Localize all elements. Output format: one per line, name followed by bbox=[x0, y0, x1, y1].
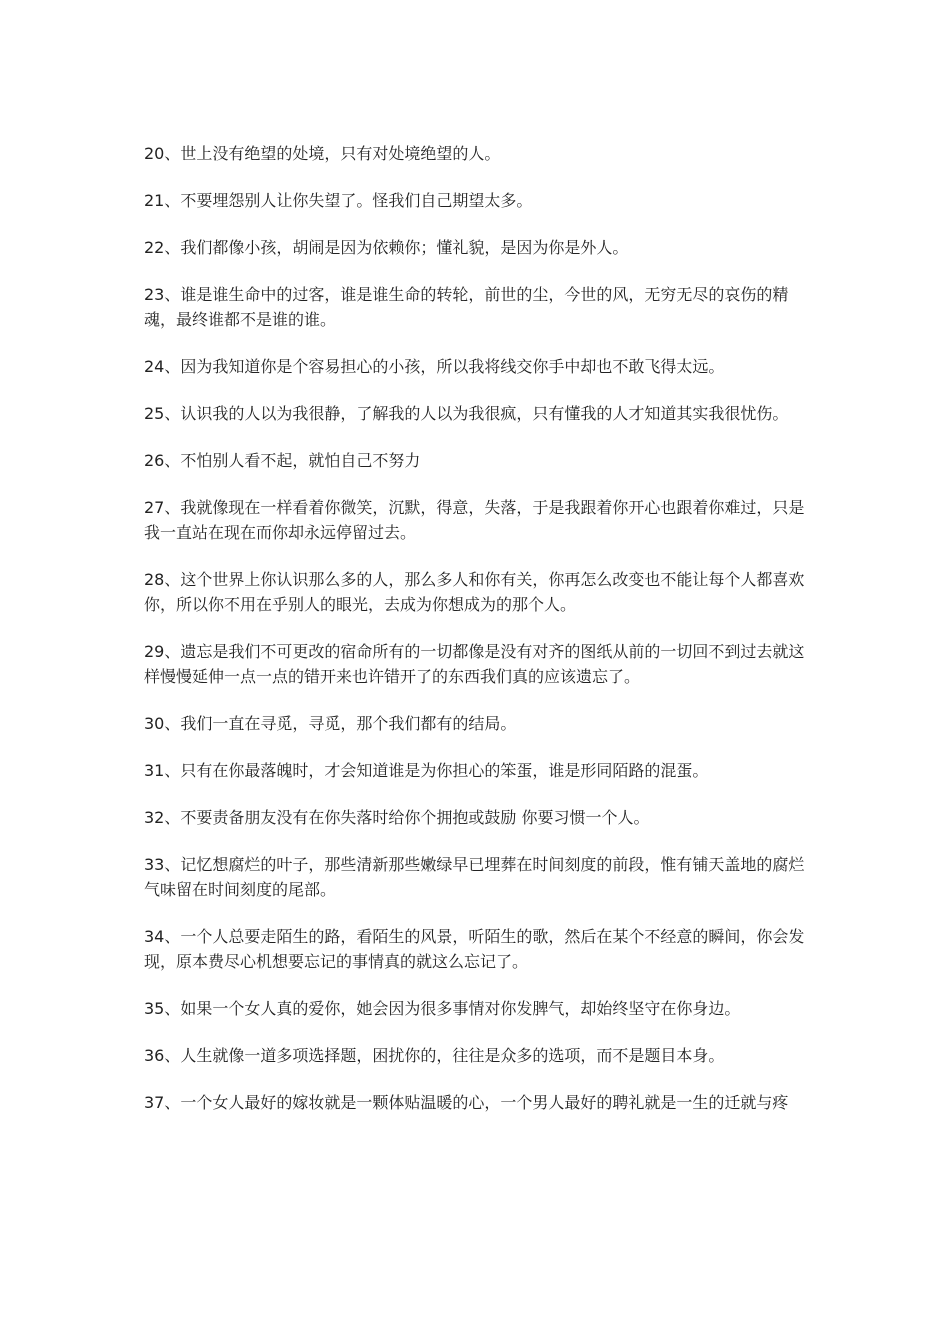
paragraph-20: 20、世上没有绝望的处境，只有对处境绝望的人。 bbox=[144, 144, 501, 163]
paragraph-24: 24、因为我知道你是个容易担心的小孩，所以我将线交你手中却也不敢飞得太远。 bbox=[144, 357, 725, 376]
paragraph-25: 25、认识我的人以为我很静，了解我的人以为我很疯，只有懂我的人才知道其实我很忧伤。 bbox=[144, 404, 789, 423]
paragraph-21: 21、不要埋怨别人让你失望了。怪我们自己期望太多。 bbox=[144, 191, 533, 210]
paragraph-34: 34、一个人总要走陌生的路，看陌生的风景，听陌生的歌，然后在某个不经意的瞬间，你会发现，原本费尽心机想要忘记的事情真的就这么忘记了。 bbox=[144, 927, 805, 971]
paragraph-33: 33、记忆想腐烂的叶子，那些清新那些嫩绿早已埋葬在时间刻度的前段，惟有铺天盖地的腐烂气味留在时间刻度的尾部。 bbox=[144, 855, 805, 899]
document-body bbox=[144, 141, 810, 1137]
paragraph-36: 36、人生就像一道多项选择题，困扰你的，往往是众多的选项，而不是题目本身。 bbox=[144, 1046, 725, 1065]
paragraph-28: 28、这个世界上你认识那么多的人，那么多人和你有关，你再怎么改变也不能让每个人都喜欢你，所以你不用在乎别人的眼光，去成为你想成为的那个人。 bbox=[144, 570, 805, 614]
paragraph-31: 31、只有在你最落魄时，才会知道谁是为你担心的笨蛋，谁是形同陌路的混蛋。 bbox=[144, 761, 709, 780]
paragraph-32: 32、不要责备朋友没有在你失落时给你个拥抱或鼓励 你要习惯一个人。 bbox=[144, 808, 650, 827]
paragraph-22: 22、我们都像小孩，胡闹是因为依赖你；懂礼貌，是因为你是外人。 bbox=[144, 238, 629, 257]
paragraph-30: 30、我们一直在寻觅，寻觅，那个我们都有的结局。 bbox=[144, 714, 517, 733]
paragraph-37: 37、一个女人最好的嫁妆就是一颗体贴温暖的心，一个男人最好的聘礼就是一生的迁就与疼 bbox=[144, 1093, 789, 1112]
paragraph-23: 23、谁是谁生命中的过客，谁是谁生命的转轮，前世的尘，今世的风，无穷无尽的哀伤的精魂，最终谁都不是谁的谁。 bbox=[144, 285, 789, 329]
paragraph-29: 29、遗忘是我们不可更改的宿命所有的一切都像是没有对齐的图纸从前的一切回不到过去就这样慢慢延伸一点一点的错开来也许错开了的东西我们真的应该遗忘了。 bbox=[144, 642, 805, 686]
paragraph-35: 35、如果一个女人真的爱你，她会因为很多事情对你发脾气，却始终坚守在你身边。 bbox=[144, 999, 741, 1018]
paragraph-26: 26、不怕别人看不起，就怕自己不努力 bbox=[144, 451, 421, 470]
paragraph-27: 27、我就像现在一样看着你微笑，沉默，得意，失落，于是我跟着你开心也跟着你难过，只是我一直站在现在而你却永远停留过去。 bbox=[144, 498, 805, 542]
